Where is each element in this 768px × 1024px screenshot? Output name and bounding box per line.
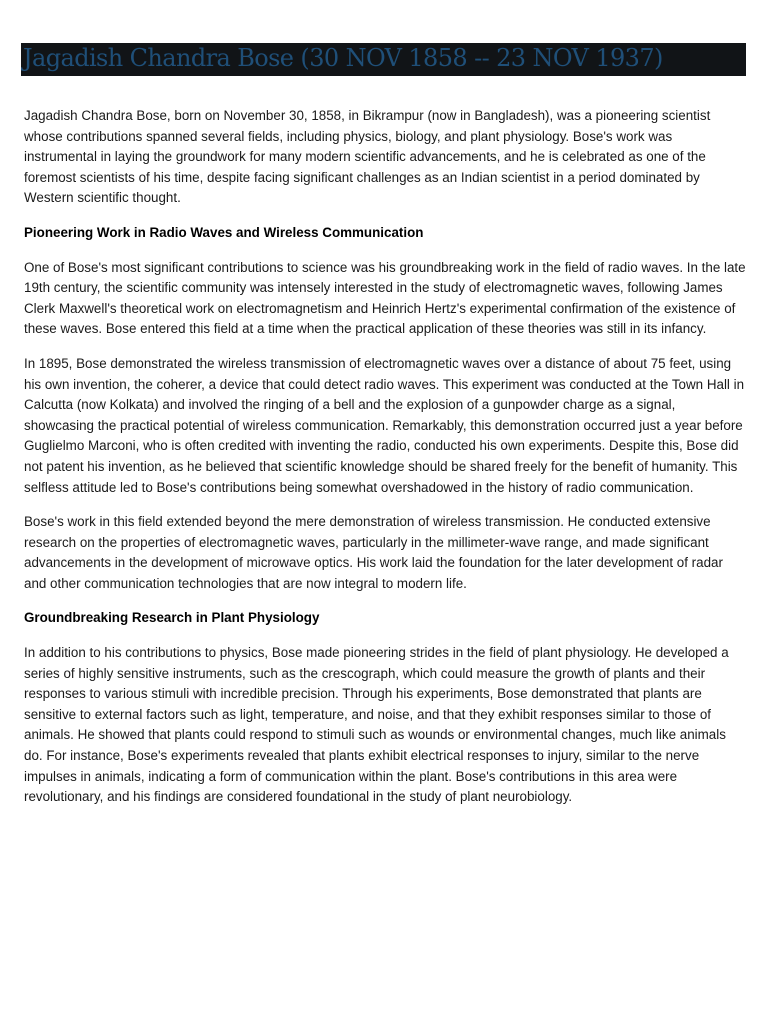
radio-paragraph-2: In 1895, Bose demonstrated the wireless transmission of electromagnetic waves over a distance of about 75 feet, using his own invention, the coherer, a device that could detect radio waves. This experiment was conducted at the Town Hall in Calcutta (now Kolkata) and involved the ringing of a bell and the explosion of a gunpowder charge as a signal, showcasing the practical potential of wireless communication. Remarkably, this demonstration occurred just a year before Guglielmo Marconi, who is often credited with inventing the radio, conducted his own experiments. Despite this, Bose did not patent his invention, as he believed that scientific knowledge should be shared freely for the benefit of humanity. This selfless attitude led to Bose's contributions being somewhat overshadowed in the history of radio communication.: [24, 355, 745, 495]
intro-paragraph: Jagadish Chandra Bose, born on November 30, 1858, in Bikrampur (now in Bangladesh), was a pioneering scientist whose contributions spanned several fields, including physics, biology, and plant physiology. Bose's work was instrumental in laying the groundwork for many modern scientific advancements, and he is celebrated as one of the foremost scientists of his time, despite facing significant challenges as an Indian scientist in a period dominated by Western scientific thought.: [24, 108, 711, 206]
section-heading-radio: Pioneering Work in Radio Waves and Wireless Communication: [24, 224, 424, 240]
title-banner: [21, 43, 746, 76]
section-heading-plant: Groundbreaking Research in Plant Physiology: [24, 610, 320, 626]
plant-paragraph-1: In addition to his contributions to physics, Bose made pioneering strides in the field of plant physiology. He developed a series of highly sensitive instruments, such as the crescograph, which could measure the growth of plants and their responses to various stimuli with incredible precision. Through his experiments, Bose demonstrated that plants are sensitive to external factors such as light, temperature, and noise, and that they exhibit responses similar to those of animals. He showed that plants could respond to stimuli such as wounds or environmental changes, much like animals do. For instance, Bose's experiments revealed that plants exhibit electrical responses to injury, similar to the nerve impulses in animals, indicating a form of communication within the plant. Bose's contributions in this area were revolutionary, and his findings are considered foundational in the study of plant neurobiology.: [24, 645, 729, 805]
page-title: Jagadish Chandra Bose (30 NOV 1858 -- 23 NOV 1937): [23, 44, 663, 72]
radio-paragraph-3: Bose's work in this field extended beyond the mere demonstration of wireless transmission. He conducted extensive research on the properties of electromagnetic waves, particularly in the millimeter-wave range, and made significant advancements in the development of microwave optics. His work laid the foundation for the later development of radar and other communication technologies that are now integral to modern life.: [24, 514, 723, 591]
article-body: [24, 106, 746, 822]
radio-paragraph-1: One of Bose's most significant contributions to science was his groundbreaking work in the field of radio waves. In the late 19th century, the scientific community was intensely interested in the study of electromagnetic waves, following James Clerk Maxwell's theoretical work on electromagnetism and Heinrich Hertz's experimental confirmation of the existence of these waves. Bose entered this field at a time when the practical application of these theories was still in its infancy.: [24, 259, 746, 337]
